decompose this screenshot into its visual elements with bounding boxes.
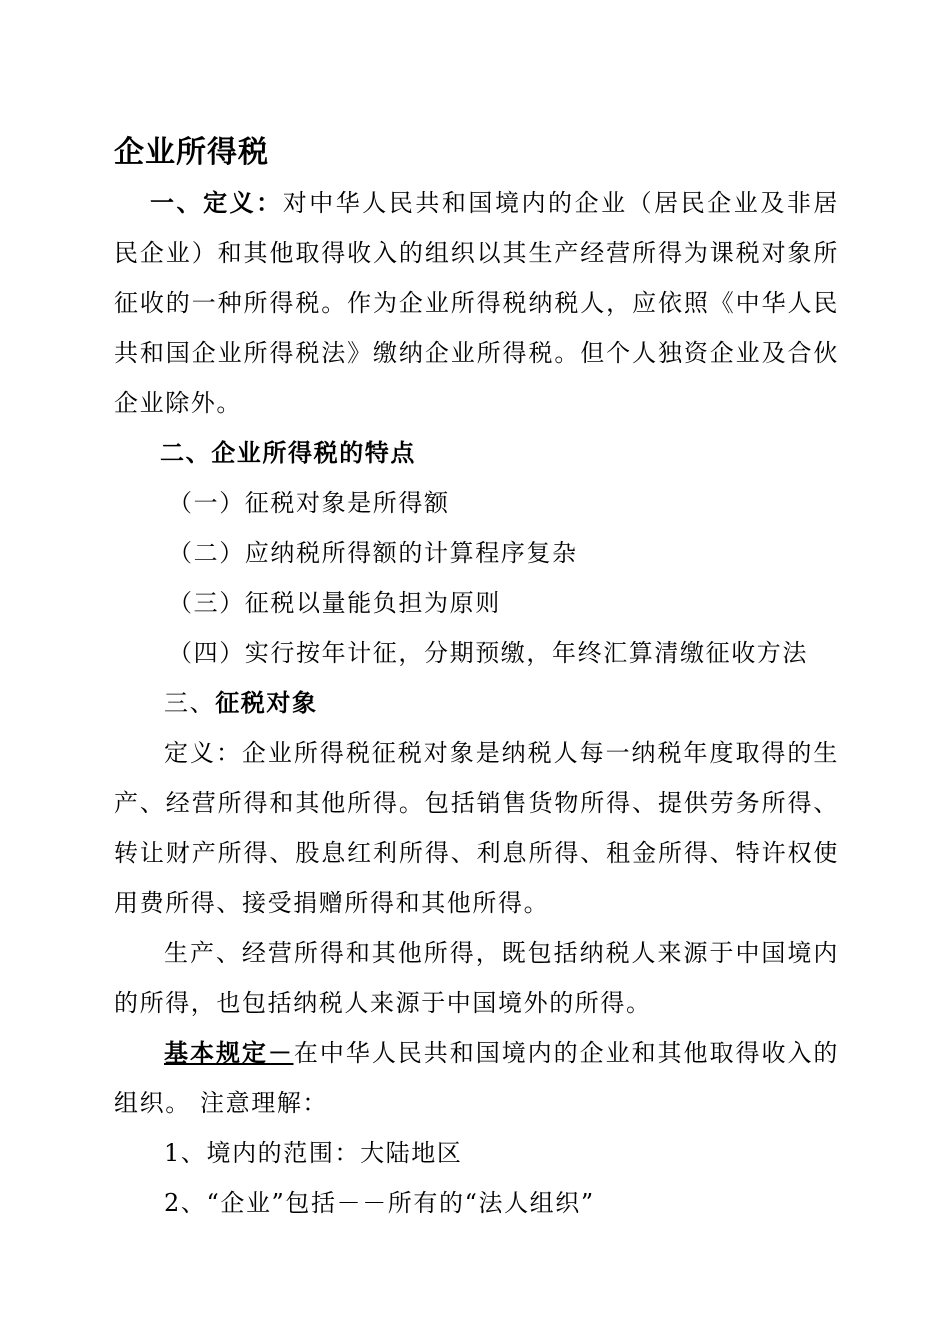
- definition-heading: 一、定义：: [150, 189, 283, 217]
- object-heading-prefix: 三、: [164, 689, 216, 717]
- document-page: [114, 128, 839, 1228]
- section-features-heading: 二、企业所得税的特点: [160, 439, 416, 467]
- note-item: 2、“企业”包括－－所有的“法人组织”: [164, 1189, 595, 1217]
- object-heading-text: 征税对象: [215, 689, 318, 717]
- basic-rule-label: 基本规定－: [164, 1039, 294, 1067]
- section-object-heading: [114, 678, 839, 728]
- basic-rule: [114, 1028, 839, 1128]
- object-scope: 生产、经营所得和其他所得，既包括纳税人来源于中国境内的所得，也包括纳税人来源于中国境外的所得。: [114, 939, 839, 1017]
- section-definition: [114, 178, 839, 428]
- feature-item: （二）应纳税所得额的计算程序复杂: [168, 539, 578, 567]
- note-item: 1、境内的范围：大陆地区: [164, 1139, 463, 1167]
- basic-rule-body: 在中华人民共和国境内的企业和其他取得收入的组织。 注意理解：: [114, 1039, 840, 1117]
- feature-item: （一）征税对象是所得额: [168, 489, 450, 517]
- definition-body: 对中华人民共和国境内的企业（居民企业及非居民企业）和其他取得收入的组织以其生产经营所得为课税对象所征收的一种所得税。作为企业所得税纳税人，应依照《中华人民共和国企业所得税法》缴纳企业所得税。但个人独资企业及合伙企业除外。: [114, 189, 839, 417]
- object-definition: 定义：企业所得税征税对象是纳税人每一纳税年度取得的生产、经营所得和其他所得。包括销售货物所得、提供劳务所得、转让财产所得、股息红利所得、利息所得、租金所得、特许权使用费所得、接受捐赠所得和其他所得。: [114, 739, 839, 917]
- document-title: 企业所得税: [114, 135, 269, 170]
- feature-item: （三）征税以量能负担为原则: [168, 589, 501, 617]
- feature-item: （四）实行按年计征，分期预缴，年终汇算清缴征收方法: [168, 639, 808, 667]
